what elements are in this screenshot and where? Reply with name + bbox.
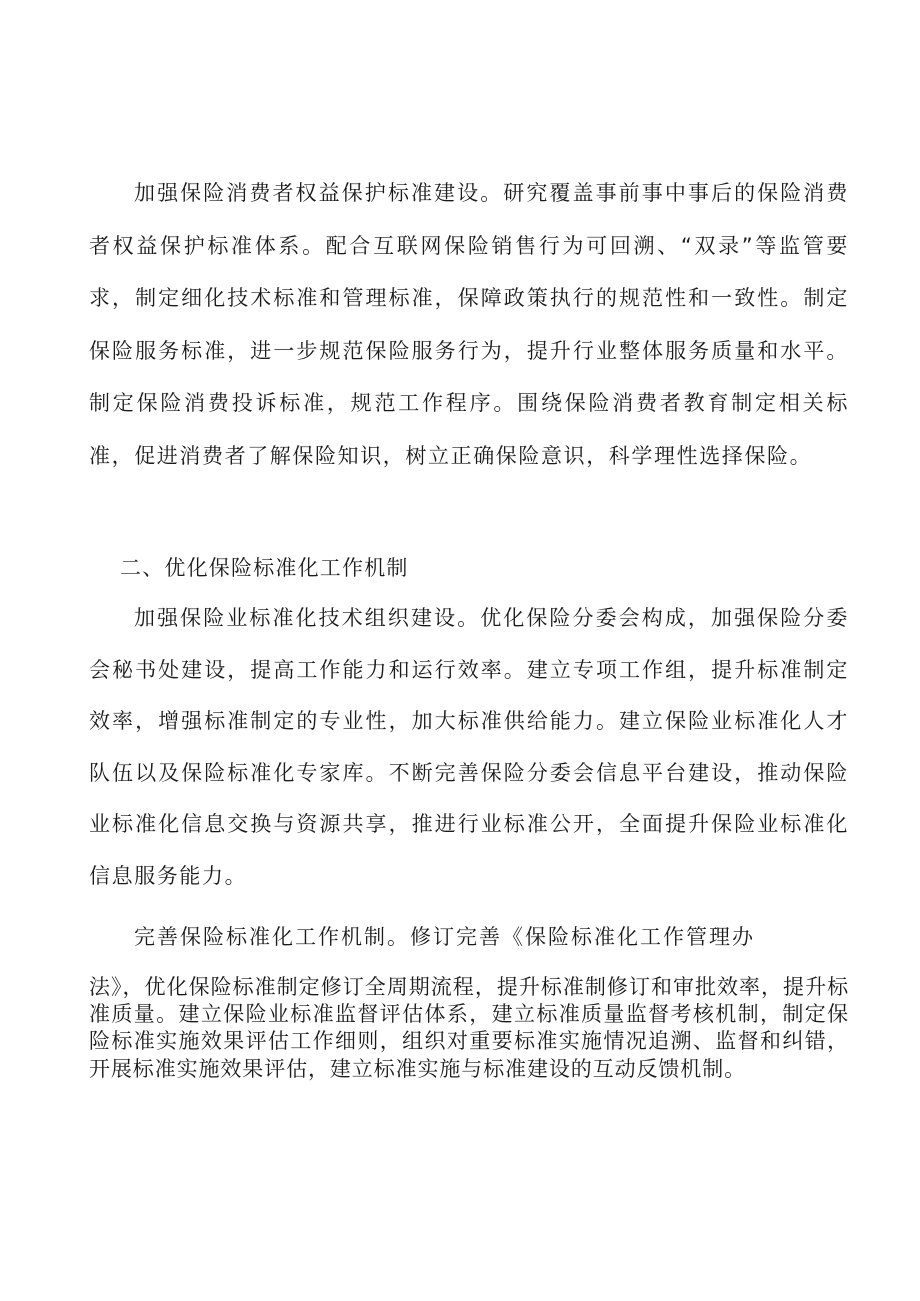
paragraph-consumer-protection-standards: 加强保险消费者权益保护标准建设。研究覆盖事前事中事后的保险消费者权益保护标准体系。配合互联网保险销售行为可回溯、“双录”等监管要求，制定细化技术标准和管理标准，保障政策执行的规范性和一致性。制定保险服务标准，进一步规范保险服务行为，提升行业整体服务质量和水平。制定保险消费投诉标准，规范工作程序。围绕保险消费者教育制定相关标准，促进消费者了解保险知识，树立正确保险意识，科学理性选择保险。 [89,181,849,468]
paragraph-work-mechanism-body: 法》，优化保险标准制定修订全周期流程，提升标准制修订和审批效率，提升标准质量。建立保险业标准监督评估体系，建立标准质量监督考核机制，制定保险标准实施效果评估工作细则，组织对重要标准实施情况追溯、监督和纠错，开展标准实施效果评估，建立标准实施与标准建设的互动反馈机制。 [89,975,849,1081]
paragraph-technical-organization: 加强保险业标准化技术组织建设。优化保险分委会构成，加强保险分委会秘书处建设，提高工作能力和运行效率。建立专项工作组，提升标准制定效率，增强标准制定的专业性，加大标准供给能力。建立保险业标准化人才队伍以及保险标准化专家库。不断完善保险分委会信息平台建设，推动保险业标准化信息交换与资源共享，推进行业标准公开，全面提升保险业标准化信息服务能力。 [89,606,849,888]
paragraph-work-mechanism-first-line: 完善保险标准化工作机制。修订完善《保险标准化工作管理办 [134,925,755,949]
section-heading-optimize-mechanism: 二、优化保险标准化工作机制 [120,556,409,580]
